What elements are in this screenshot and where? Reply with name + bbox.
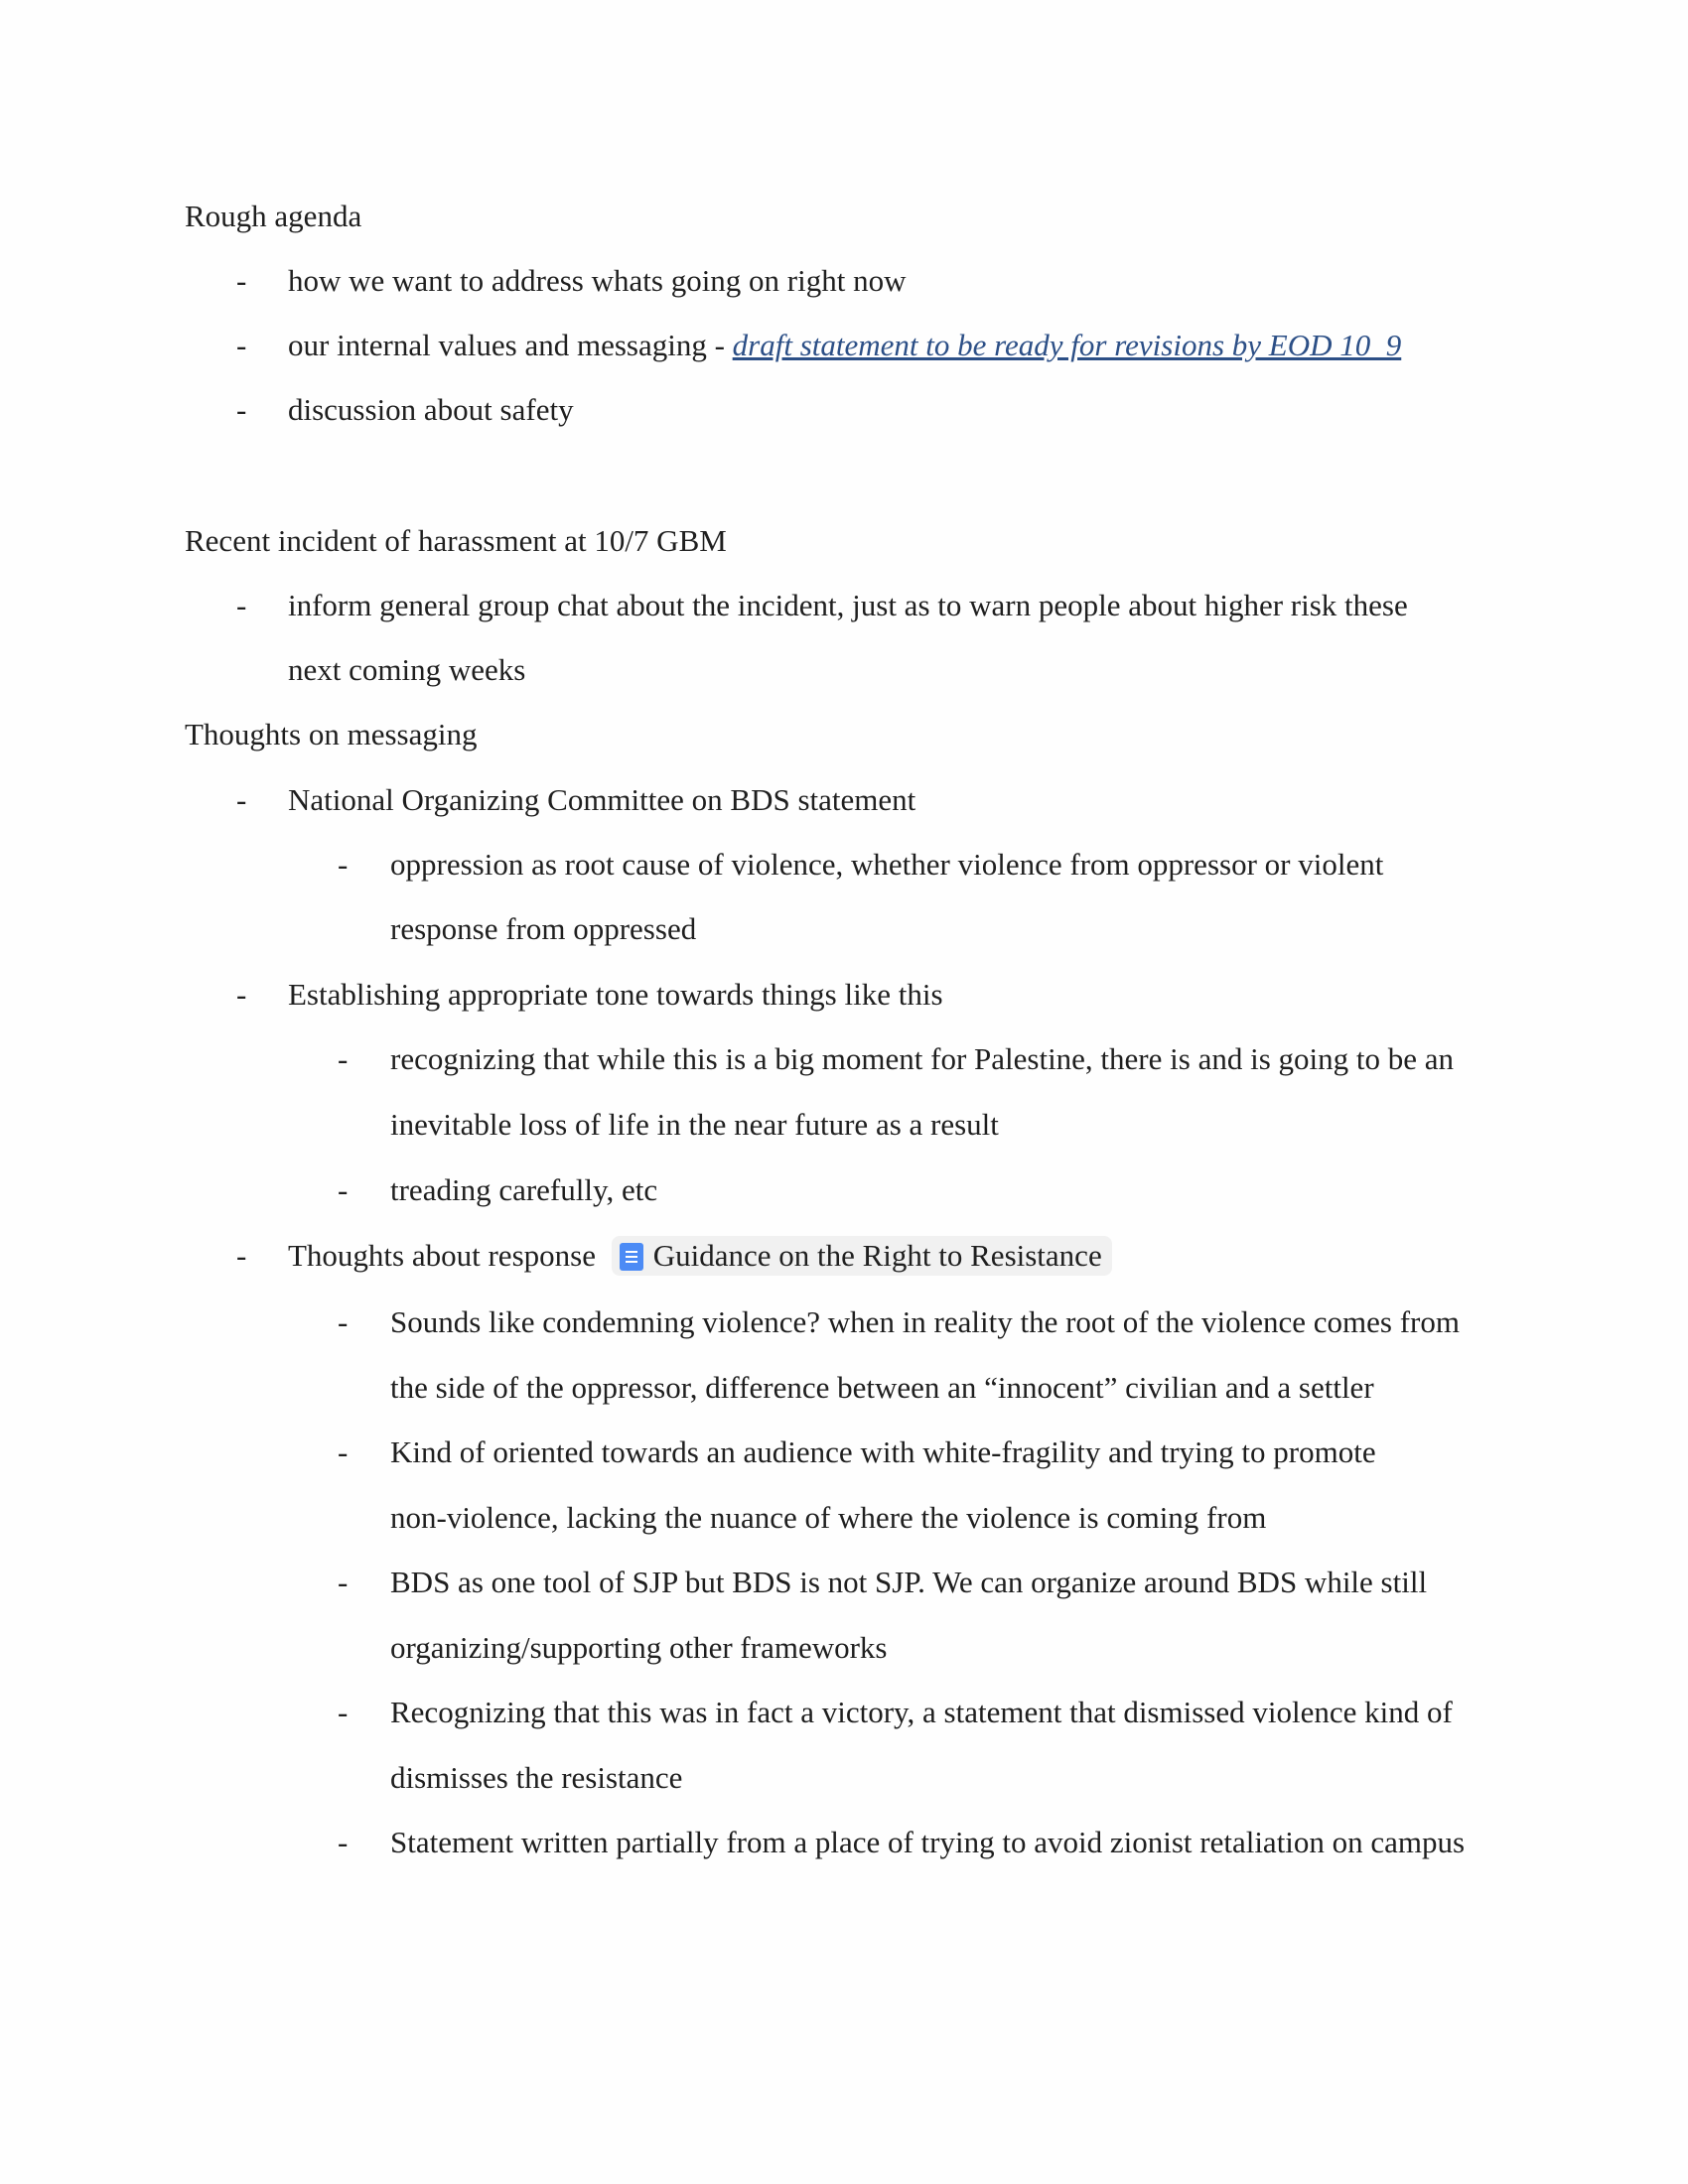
agenda-heading: Rough agenda	[185, 199, 362, 233]
bullet-dash: -	[236, 328, 247, 362]
incident-item-line: inform general group chat about the incident, just as to warn people about higher risk these	[288, 588, 1408, 622]
agenda-item	[288, 326, 1401, 365]
response-subitem-line: organizing/supporting other frameworks	[390, 1630, 888, 1665]
response-subitem-line: dismisses the resistance	[390, 1760, 683, 1795]
bullet-dash: -	[236, 977, 247, 1012]
response-subitem-line: BDS as one tool of SJP but BDS is not SJP. We can organize around BDS while still	[390, 1565, 1428, 1599]
bullet-dash: -	[338, 1565, 349, 1599]
agenda-item-text: our internal values and messaging -	[288, 328, 725, 362]
tone-subitem: treading carefully, etc	[390, 1172, 658, 1207]
bullet-dash: -	[338, 1041, 349, 1076]
response-subitem: Statement written partially from a place of trying to avoid zionist retaliation on campus	[390, 1825, 1466, 1859]
noc-item: National Organizing Committee on BDS statement	[288, 782, 916, 817]
document-link-chip[interactable]	[612, 1236, 1112, 1276]
bullet-dash: -	[236, 1238, 247, 1273]
response-subitem-line: Recognizing that this was in fact a victory, a statement that dismissed violence kind of	[390, 1695, 1453, 1729]
response-item	[288, 1236, 1112, 1276]
agenda-item: discussion about safety	[288, 392, 574, 427]
bullet-dash: -	[236, 263, 247, 298]
noc-subitem-line: response from oppressed	[390, 911, 697, 946]
response-subitem-line: non-violence, lacking the nuance of where the violence is coming from	[390, 1500, 1267, 1535]
bullet-dash: -	[338, 1304, 349, 1339]
incident-item-line: next coming weeks	[288, 652, 526, 687]
bullet-dash: -	[338, 1695, 349, 1729]
bullet-dash: -	[236, 392, 247, 427]
bullet-dash: -	[338, 847, 349, 882]
tone-subitem-line: recognizing that while this is a big moment for Palestine, there is and is going to be an	[390, 1041, 1454, 1076]
document-icon	[620, 1243, 643, 1271]
incident-heading: Recent incident of harassment at 10/7 GBM	[185, 523, 727, 558]
bullet-dash: -	[236, 782, 247, 817]
response-subitem-line: Sounds like condemning violence? when in reality the root of the violence comes from	[390, 1304, 1460, 1339]
tone-item: Establishing appropriate tone towards things like this	[288, 977, 943, 1012]
response-subitem-line: the side of the oppressor, difference between an “innocent” civilian and a settler	[390, 1370, 1374, 1405]
response-subitem-line: Kind of oriented towards an audience with white-fragility and trying to promote	[390, 1434, 1376, 1469]
document-link-label: Guidance on the Right to Resistance	[652, 1238, 1102, 1273]
messaging-heading: Thoughts on messaging	[185, 717, 478, 751]
tone-subitem-line: inevitable loss of life in the near future as a result	[390, 1107, 999, 1142]
bullet-dash: -	[338, 1825, 349, 1859]
bullet-dash: -	[338, 1434, 349, 1469]
draft-statement-link[interactable]: draft statement to be ready for revisions by EOD 10_9	[732, 328, 1402, 362]
bullet-dash: -	[338, 1172, 349, 1207]
agenda-item: how we want to address whats going on right now	[288, 263, 907, 298]
response-item-label: Thoughts about response	[288, 1238, 596, 1273]
bullet-dash: -	[236, 588, 247, 622]
noc-subitem-line: oppression as root cause of violence, whether violence from oppressor or violent	[390, 847, 1384, 882]
